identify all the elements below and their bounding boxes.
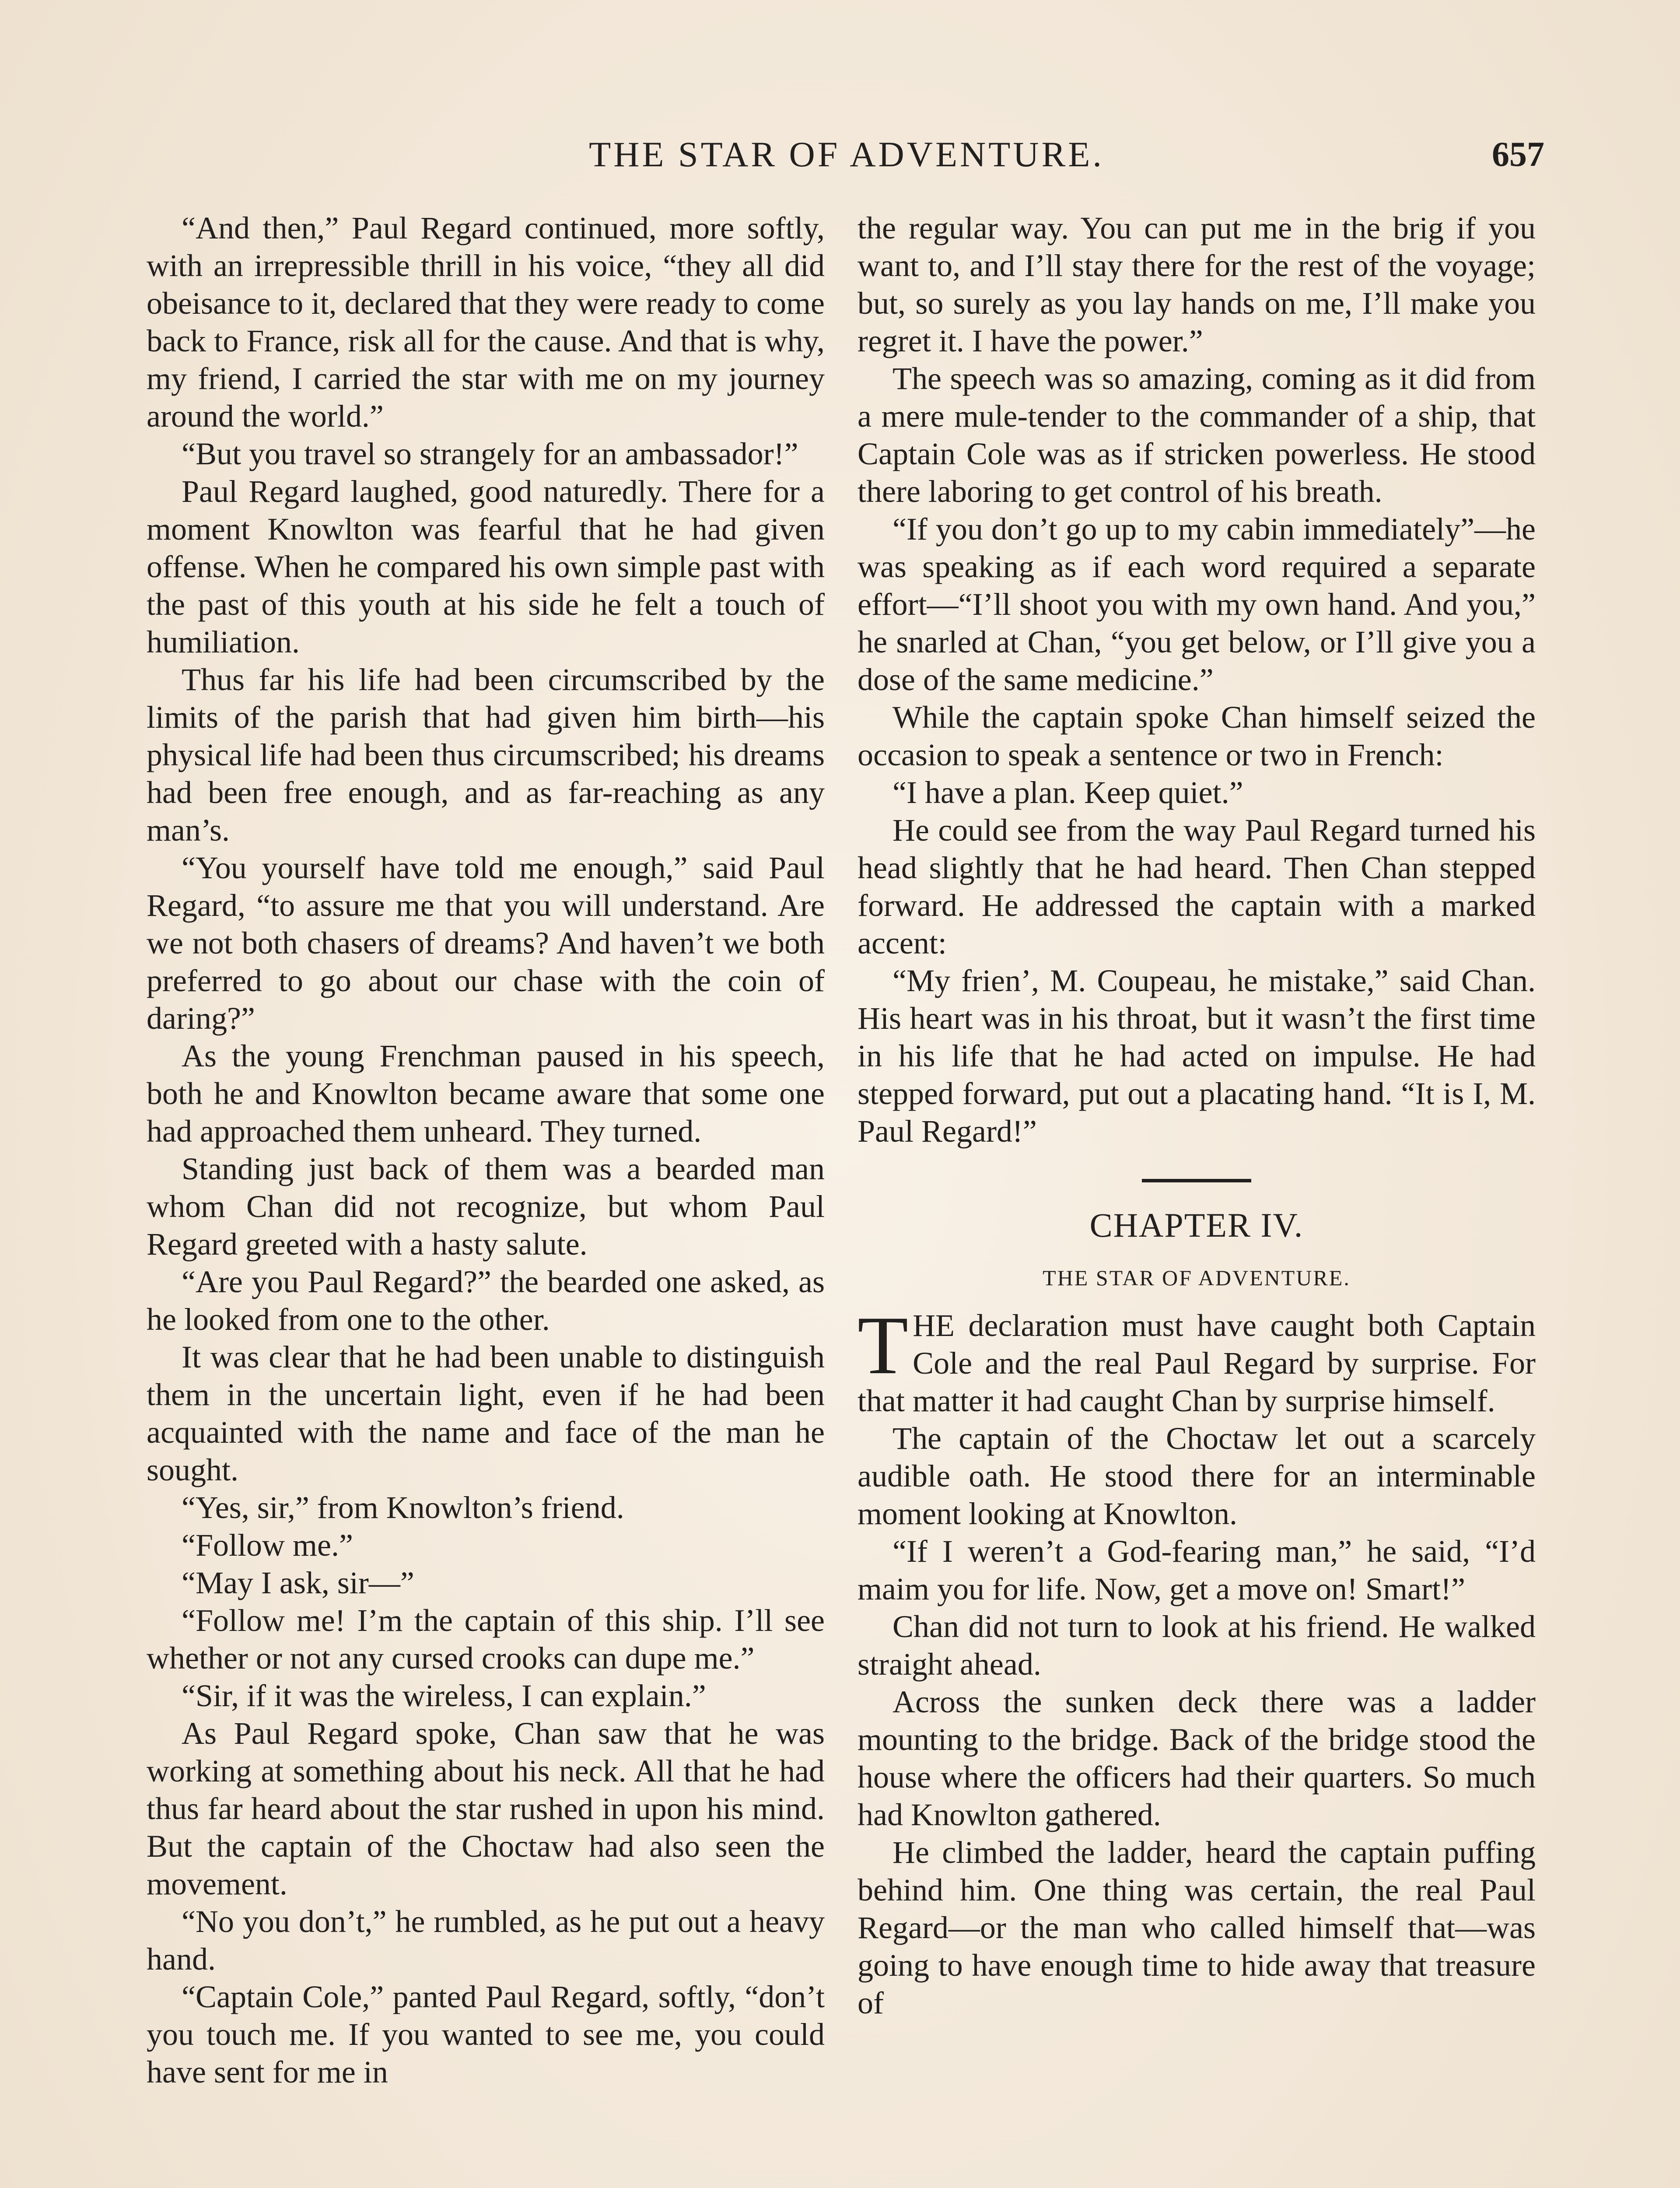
page-number: 657	[1492, 135, 1544, 174]
paragraph: Thus far his life had been circumscribed by the limits of the parish that had given him birth—his physical life had been thus circumscribed; his dreams had been free enough, and as far-reaching as any man’s.	[147, 662, 825, 848]
paragraph: “My frien’, M. Coupeau, he mistake,” said Chan. His heart was in his throat, but it wasn’t the first time in his life that he had acted on impulse. He had stepped forward, put out a placating hand. “It is I, M. Paul Regard!”	[858, 963, 1536, 1149]
paragraph: He could see from the way Paul Regard turned his head slightly that he had heard. Then Chan stepped forward. He addressed the captain with a marked accent:	[858, 813, 1536, 961]
paragraph: “Captain Cole,” panted Paul Regard, softly, “don’t you touch me. If you wanted to see me, you could have sent for me in	[147, 1979, 825, 2090]
section-divider	[1142, 1179, 1251, 1182]
paragraph: As Paul Regard spoke, Chan saw that he was working at something about his neck. All that he had thus far heard about the star rushed in upon his mind. But the captain of the Choctaw had also seen the movement.	[147, 1716, 825, 1901]
paragraph: “Are you Paul Regard?” the bearded one asked, as he looked from one to the other.	[147, 1264, 825, 1337]
paragraph: While the captain spoke Chan himself seized the occasion to speak a sentence or two in French:	[858, 700, 1536, 772]
paragraph: “You yourself have told me enough,” said Paul Regard, “to assure me that you will understand. Are we not both chasers of dreams? And haven’t we both preferred to go about our chase with the coin of daring?”	[147, 850, 825, 1036]
paragraph: “Follow me.”	[182, 1528, 353, 1563]
paragraph: the regular way. You can put me in the brig if you want to, and I’ll stay there for the rest of the voyage; but, so surely as you lay hands on me, I’ll make you regret it. I have the power.”	[858, 210, 1536, 358]
right-column	[858, 209, 1536, 2022]
page-header	[149, 130, 1544, 179]
paragraph: It was clear that he had been unable to distinguish them in the uncertain light, even if he had been acquainted with the name and face of the man he sought.	[147, 1339, 825, 1487]
paragraph: “May I ask, sir—”	[182, 1565, 414, 1600]
paragraph: Paul Regard laughed, good naturedly. There for a moment Knowlton was fearful that he had given offense. When he compared his own simple past with the past of this youth at his side he felt a touch of humiliation.	[147, 474, 825, 659]
paragraph: Chan did not turn to look at his friend. He walked straight ahead.	[858, 1609, 1536, 1682]
paragraph: The captain of the Choctaw let out a scarcely audible oath. He stood there for an interminable moment looking at Knowlton.	[858, 1421, 1536, 1531]
paragraph: “No you don’t,” he rumbled, as he put out a heavy hand.	[147, 1904, 825, 1977]
paragraph: Across the sunken deck there was a ladder mounting to the bridge. Back of the bridge stood the house where the officers had their quarters. So much had Knowlton gathered.	[858, 1684, 1536, 1832]
paragraph: “But you travel so strangely for an ambassador!”	[182, 436, 798, 471]
chapter-title: CHAPTER IV.	[1089, 1206, 1304, 1244]
paragraph: He climbed the ladder, heard the captain puffing behind him. One thing was certain, the real Paul Regard—or the man who called himself that—was going to have enough time to hide away that treasure of	[858, 1835, 1536, 2020]
drop-cap: T	[858, 1300, 909, 1392]
opening-text: HE declaration must have caught both Captain Cole and the real Paul Regard by surprise. For that matter it had caught Chan by surprise himself.	[858, 1308, 1536, 1418]
paragraph: “If you don’t go up to my cabin immediately”—he was speaking as if each word required a separate effort—“I’ll shoot you with my own hand. And you,” he snarled at Chan, “you get below, or I’ll give you a dose of the same medicine.”	[858, 512, 1536, 697]
paragraph: “Follow me! I’m the captain of this ship. I’ll see whether or not any cursed crooks can dupe me.”	[147, 1603, 825, 1676]
paragraph: “Sir, if it was the wireless, I can explain.”	[182, 1678, 706, 1713]
paragraph: As the young Frenchman paused in his speech, both he and Knowlton became aware that some one had approached them unheard. They turned.	[147, 1038, 825, 1149]
chapter-opening-paragraph	[858, 1300, 1536, 1420]
running-title: THE STAR OF ADVENTURE.	[589, 134, 1104, 174]
left-column	[147, 209, 825, 2091]
chapter-subtitle: THE STAR OF ADVENTURE.	[1043, 1266, 1351, 1290]
paragraph: “Yes, sir,” from Knowlton’s friend.	[182, 1490, 624, 1525]
paragraph: “I have a plan. Keep quiet.”	[892, 775, 1243, 810]
paragraph: “If I weren’t a God-fearing man,” he said, “I’d maim you for life. Now, get a move on! Smart!”	[858, 1534, 1536, 1606]
paragraph: The speech was so amazing, coming as it did from a mere mule-tender to the commander of a ship, that Captain Cole was as if stricken powerless. He stood there laboring to get control of his breath.	[858, 361, 1536, 509]
paragraph: “And then,” Paul Regard continued, more softly, with an irrepressible thrill in his voice, “they all did obeisance to it, declared that they were ready to come back to France, risk all for the cause. And that is why, my friend, I carried the star with me on my journey around the world.”	[147, 210, 825, 434]
paragraph: Standing just back of them was a bearded man whom Chan did not recognize, but whom Paul Regard greeted with a hasty salute.	[147, 1151, 825, 1262]
